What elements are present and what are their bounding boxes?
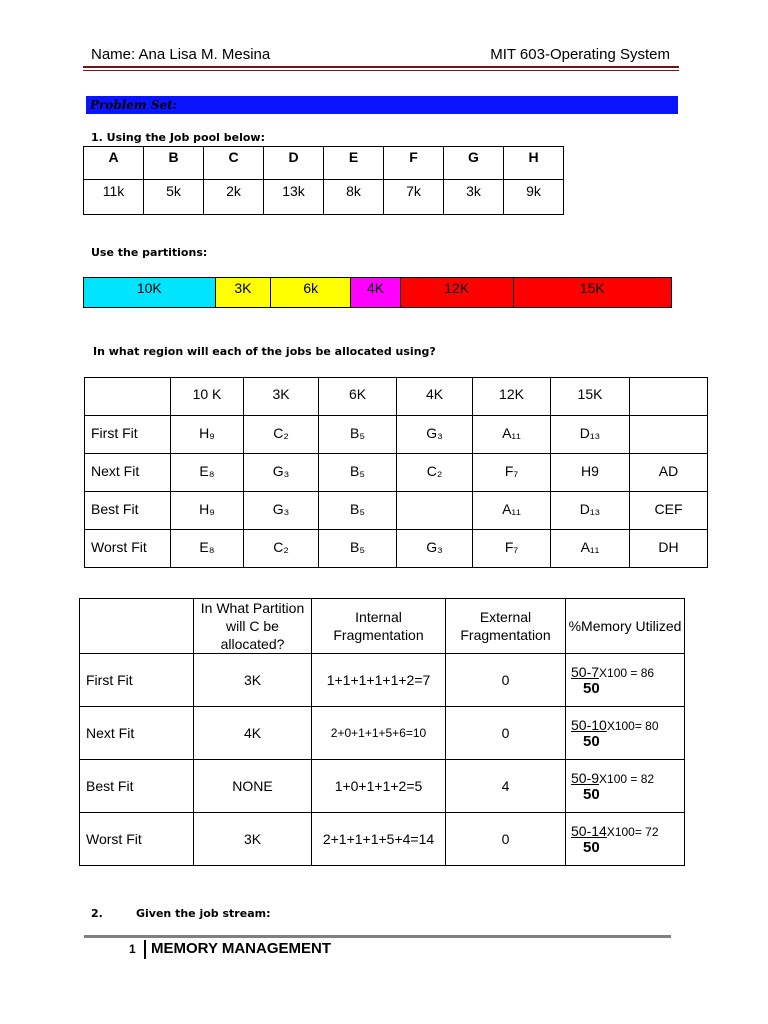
- partition-label: 15K: [579, 280, 605, 296]
- table-cell: C₂: [244, 530, 319, 568]
- table-cell: A₁₁: [473, 416, 551, 454]
- job-name: D: [264, 147, 324, 180]
- header-cell: 10 K: [171, 378, 244, 416]
- header-cell: %Memory Utilized: [566, 599, 685, 654]
- internal-cell: 1+0+1+1+2=5: [312, 760, 446, 813]
- table-row: [80, 707, 685, 760]
- header-cell: [85, 378, 171, 416]
- job-size: 5k: [144, 180, 204, 215]
- partition-label: 10K: [136, 280, 162, 296]
- table-cell: H₉: [171, 416, 244, 454]
- header-cell: 4K: [397, 378, 473, 416]
- fragmentation-header-row: [80, 599, 685, 654]
- header-rule: [83, 66, 679, 68]
- memory-formula: X100= 80: [606, 718, 659, 733]
- header-cell: Internal Fragmentation: [312, 599, 446, 654]
- footer-title: MEMORY MANAGEMENT: [151, 940, 331, 957]
- row-label: Worst Fit: [80, 813, 194, 866]
- partition-cell: 3K: [194, 813, 312, 866]
- allocation-header-row: [85, 378, 708, 416]
- memory-denominator: 50: [583, 679, 600, 697]
- allocation-table: [84, 377, 708, 568]
- job-name: F: [384, 147, 444, 180]
- table-cell: F₇: [473, 454, 551, 492]
- external-cell: 0: [446, 813, 566, 866]
- table-cell: B₅: [319, 416, 397, 454]
- table-cell: E₈: [171, 454, 244, 492]
- partition-10k: [84, 278, 216, 307]
- header-cell: 15K: [551, 378, 630, 416]
- header-cell: [630, 378, 708, 416]
- problem-set-banner: [86, 96, 678, 114]
- partition-3k: [216, 278, 272, 307]
- row-label: First Fit: [85, 416, 171, 454]
- partition-label: 6k: [303, 280, 319, 296]
- footer-rule: [84, 935, 671, 938]
- memory-utilized-cell: [566, 813, 685, 866]
- memory-utilized-cell: [566, 707, 685, 760]
- header-cell: In What Partition will C be allocated?: [194, 599, 312, 654]
- table-cell: G₃: [397, 416, 473, 454]
- external-cell: 4: [446, 760, 566, 813]
- job-name: H: [504, 147, 564, 180]
- row-label: Next Fit: [80, 707, 194, 760]
- banner-title: Problem Set:: [90, 98, 178, 112]
- external-cell: 0: [446, 707, 566, 760]
- job-size: 3k: [444, 180, 504, 215]
- row-label: Worst Fit: [85, 530, 171, 568]
- row-label: Best Fit: [80, 760, 194, 813]
- table-cell: G₃: [244, 454, 319, 492]
- memory-denominator: 50: [583, 785, 600, 803]
- table-row: [80, 760, 685, 813]
- partition-15k: [514, 278, 671, 307]
- internal-cell: 2+1+1+1+5+4=14: [312, 813, 446, 866]
- partition-label: 4K: [366, 280, 385, 296]
- memory-formula: X100 = 82: [599, 771, 655, 786]
- table-cell: D₁₃: [551, 492, 630, 530]
- table-cell: A₁₁: [473, 492, 551, 530]
- table-cell: H9: [551, 454, 630, 492]
- table-cell: H₉: [171, 492, 244, 530]
- row-label: Best Fit: [85, 492, 171, 530]
- memory-numerator: 50-14: [571, 822, 607, 839]
- header-cell: External Fragmentation: [446, 599, 566, 654]
- table-row: [85, 454, 708, 492]
- job-name: C: [204, 147, 264, 180]
- partition-12k: [401, 278, 514, 307]
- memory-numerator: 50-9: [571, 769, 600, 786]
- header-cell: [80, 599, 194, 654]
- job-size: 9k: [504, 180, 564, 215]
- partition-label: 12K: [444, 280, 470, 296]
- partition-4k: [351, 278, 401, 307]
- partition-6k: [271, 278, 351, 307]
- partition-cell: 4K: [194, 707, 312, 760]
- table-cell: F₇: [473, 530, 551, 568]
- partition-label: 3K: [234, 280, 252, 296]
- job-name: E: [324, 147, 384, 180]
- table-cell: A₁₁: [551, 530, 630, 568]
- question-1-prompt: 1. Using the Job pool below:: [91, 131, 265, 144]
- table-cell: [630, 416, 708, 454]
- footer-divider: [144, 940, 146, 959]
- table-row: [85, 416, 708, 454]
- partition-cell: NONE: [194, 760, 312, 813]
- memory-denominator: 50: [583, 838, 600, 856]
- table-cell: G₃: [397, 530, 473, 568]
- memory-numerator: 50-7: [571, 663, 600, 680]
- memory-denominator: 50: [583, 732, 600, 750]
- table-cell: B₅: [319, 530, 397, 568]
- job-pool-table: [83, 146, 564, 215]
- table-cell: AD: [630, 454, 708, 492]
- memory-formula: X100 = 86: [599, 665, 655, 680]
- row-label: First Fit: [80, 654, 194, 707]
- job-size: 2k: [204, 180, 264, 215]
- internal-cell: 2+0+1+1+5+6=10: [312, 707, 446, 760]
- table-cell: D₁₃: [551, 416, 630, 454]
- table-cell: C₂: [244, 416, 319, 454]
- table-row: [80, 813, 685, 866]
- job-name: B: [144, 147, 204, 180]
- header-rule-thin: [83, 70, 679, 71]
- allocation-question: In what region will each of the jobs be allocated using?: [93, 345, 436, 358]
- page-number: 1: [129, 942, 136, 956]
- job-name: G: [444, 147, 504, 180]
- partition-cell: 3K: [194, 654, 312, 707]
- table-row: [85, 530, 708, 568]
- course-title: MIT 603-Operating System: [490, 46, 670, 63]
- table-cell: B₅: [319, 492, 397, 530]
- table-row: [80, 654, 685, 707]
- author-name: Name: Ana Lisa M. Mesina: [91, 46, 271, 63]
- job-name: A: [84, 147, 144, 180]
- memory-numerator: 50-10: [571, 716, 607, 733]
- job-size: 11k: [84, 180, 144, 215]
- job-size: 13k: [264, 180, 324, 215]
- header-cell: 3K: [244, 378, 319, 416]
- table-cell: DH: [630, 530, 708, 568]
- table-cell: CEF: [630, 492, 708, 530]
- question-2-number: 2.: [91, 907, 103, 920]
- memory-utilized-cell: [566, 654, 685, 707]
- header-cell: 12K: [473, 378, 551, 416]
- partitions-label: Use the partitions:: [91, 246, 208, 259]
- job-size: 7k: [384, 180, 444, 215]
- table-cell: E₈: [171, 530, 244, 568]
- table-row: [85, 492, 708, 530]
- table-cell: G₃: [244, 492, 319, 530]
- fragmentation-table: [79, 598, 685, 866]
- internal-cell: 1+1+1+1+1+2=7: [312, 654, 446, 707]
- table-cell: C₂: [397, 454, 473, 492]
- external-cell: 0: [446, 654, 566, 707]
- memory-formula: X100= 72: [606, 824, 659, 839]
- header-cell: 6K: [319, 378, 397, 416]
- memory-utilized-cell: [566, 760, 685, 813]
- row-label: Next Fit: [85, 454, 171, 492]
- table-cell: [397, 492, 473, 530]
- job-size: 8k: [324, 180, 384, 215]
- question-2-prompt: Given the job stream:: [136, 907, 271, 920]
- table-cell: B₅: [319, 454, 397, 492]
- partitions-bar: [83, 277, 672, 308]
